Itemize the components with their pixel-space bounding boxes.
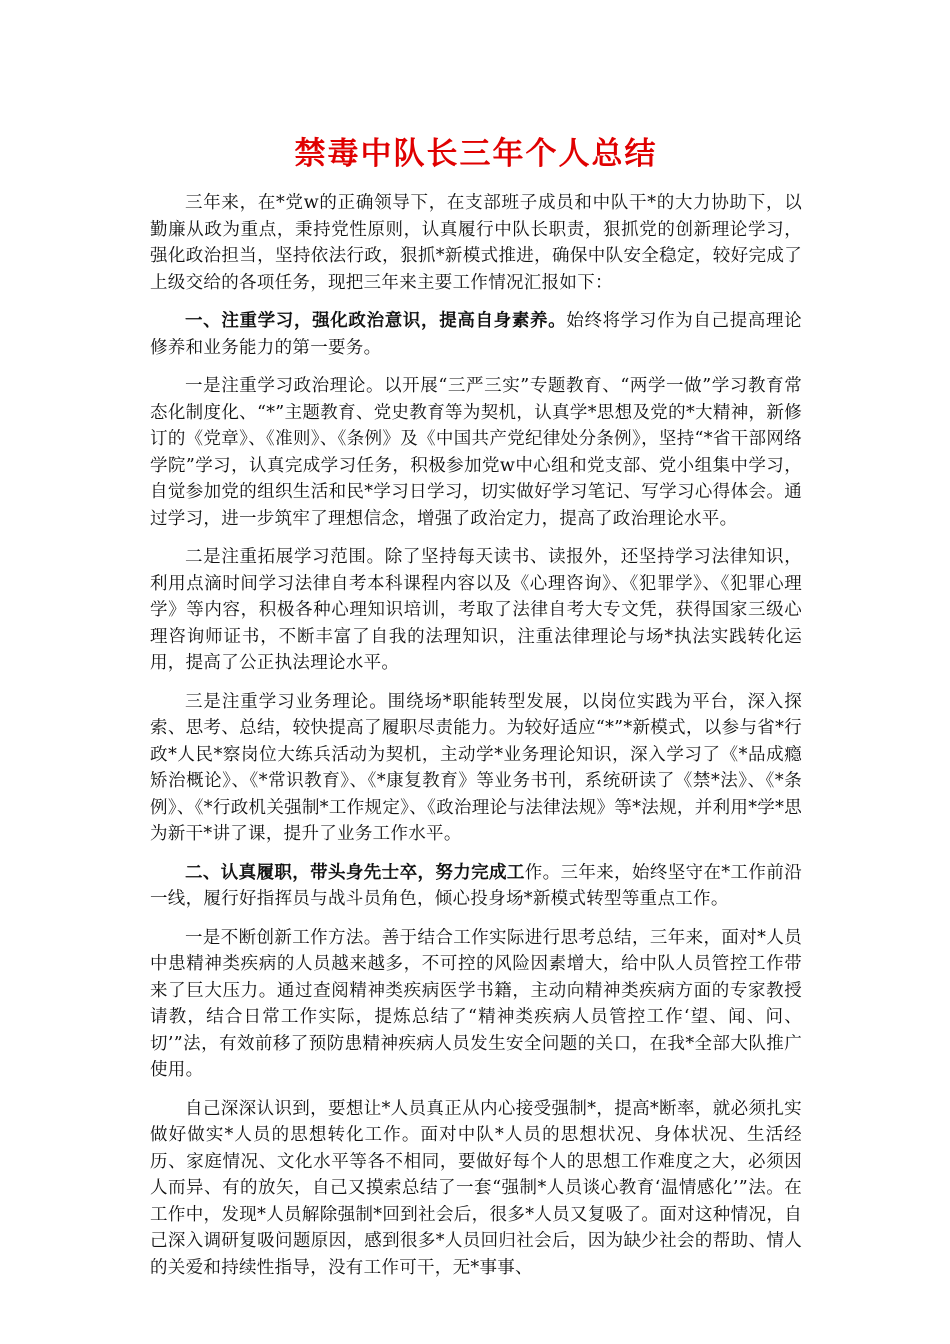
paragraph-section-1 (150, 308, 802, 361)
paragraph-text: 二是注重拓展学习范围。除了坚持每天读书、读报外，还坚持学习法律知识，利用点滴时间学习法律自考本科课程内容以及《心理咨询》、《犯罪学》、《犯罪心理学》等内容，积极各种心理知识培训，考取了法律自考大专文凭，获得国家三级心理咨询师证书，不断丰富了自我的法理知识，注重法律理论与场*执法实践转化运用，提高了公正执法理论水平。 (150, 547, 802, 673)
section-heading-2: 二、认真履职，带头身先士卒，努力完成工 (185, 862, 525, 883)
document-title: 禁毒中队长三年个人总结 (294, 136, 658, 172)
paragraph-text: 作。三年来，始终坚守在*工作前沿一线，履行好指挥员与战斗员角色，倾心投身场*新模式转型等重点工作。 (150, 862, 802, 909)
paragraph-intro (150, 190, 802, 296)
paragraph-section-2 (150, 860, 802, 913)
paragraph-text: 自己深深认识到，要想让*人员真正从内心接受强制*，提高*断率，就必须扎实做好做实*人员的思想转化工作。面对中队*人员的思想状况、身体状况、生活经历、家庭情况、文化水平等各不相同，要做好每个人的思想工作难度之大，必须因人而异、有的放矢，自己又摸索总结了一套“强制*人员谈心教育‘温情感化’”法。在工作中，发现*人员解除强制*回到社会后，很多*人员又复吸了。面对这种情况，自己深入调研复吸问题原因，感到很多*人员回归社会后，因为缺少社会的帮助、情人的关爱和持续性指导，没有工作可干，无*事事、 (150, 1098, 802, 1278)
paragraph-study-scope (150, 544, 802, 677)
paragraph-study-business (150, 689, 802, 848)
section-heading-1: 一、注重学习，强化政治意识，提高自身素养。 (185, 311, 567, 331)
paragraph-text: 一是不断创新工作方法。善于结合工作实际进行思考总结，三年来，面对*人员中患精神类疾病的人员越来越多，不可控的风险因素增大，给中队人员管控工作带来了巨大压力。通过查阅精神类疾病医学书籍，主动向精神类疾病方面的专家教授请教，结合日常工作实际，提炼总结了“精神类疾病人员管控工作‘望、闻、问、切’”法，有效前移了预防患精神疾病人员发生安全问题的关口，在我*全部大队推广使用。 (150, 927, 802, 1080)
paragraph-study-politics (150, 373, 802, 532)
paragraph-text: 三是注重学习业务理论。围绕场*职能转型发展，以岗位实践为平台，深入探索、思考、总结，较快提高了履职尽责能力。为较好适应“*”*新模式，以参与省*行政*人民*察岗位大练兵活动为契机，主动学*业务理论知识，深入学习了《*品成瘾矫治概论》、《*常识教育》、《*康复教育》等业务书刊，系统研读了《禁*法》、《*条例》、《*行政机关强制*工作规定》、《政治理论与法律法规》等*法规，并利用*学*思为新干*讲了课，提升了业务工作水平。 (150, 691, 802, 844)
paragraph-thought-transformation (150, 1096, 802, 1282)
paragraph-innovation (150, 925, 802, 1084)
paragraph-text: 始终将学习作为自己提高理论修养和业务能力的第一要务。 (150, 311, 802, 358)
paragraph-text: 一是注重学习政治理论。以开展“三严三实”专题教育、“两学一做”学习教育常态化制度化、“*”主题教育、党史教育等为契机，认真学*思想及党的*大精神，新修订的《党章》、《准则》、《条例》及《中国共产党纪律处分条例》，坚持“*省干部网络学院”学习，认真完成学习任务，积极参加党w中心组和党支部、党小组集中学习，自觉参加党的组织生活和民*学习日学习，切实做好学习笔记、写学习心得体会。通过学习，进一步筑牢了理想信念，增强了政治定力，提高了政治理论水平。 (150, 376, 802, 529)
paragraph-text: 三年来，在*党w的正确领导下，在支部班子成员和中队干*的大力协助下，以勤廉从政为重点，秉持党性原则，认真履行中队长职责，狠抓党的创新理论学习，强化政治担当，坚持依法行政，狠抓*新模式推进，确保中队安全稳定，较好完成了上级交给的各项任务，现把三年来主要工作情况汇报如下： (150, 193, 802, 293)
